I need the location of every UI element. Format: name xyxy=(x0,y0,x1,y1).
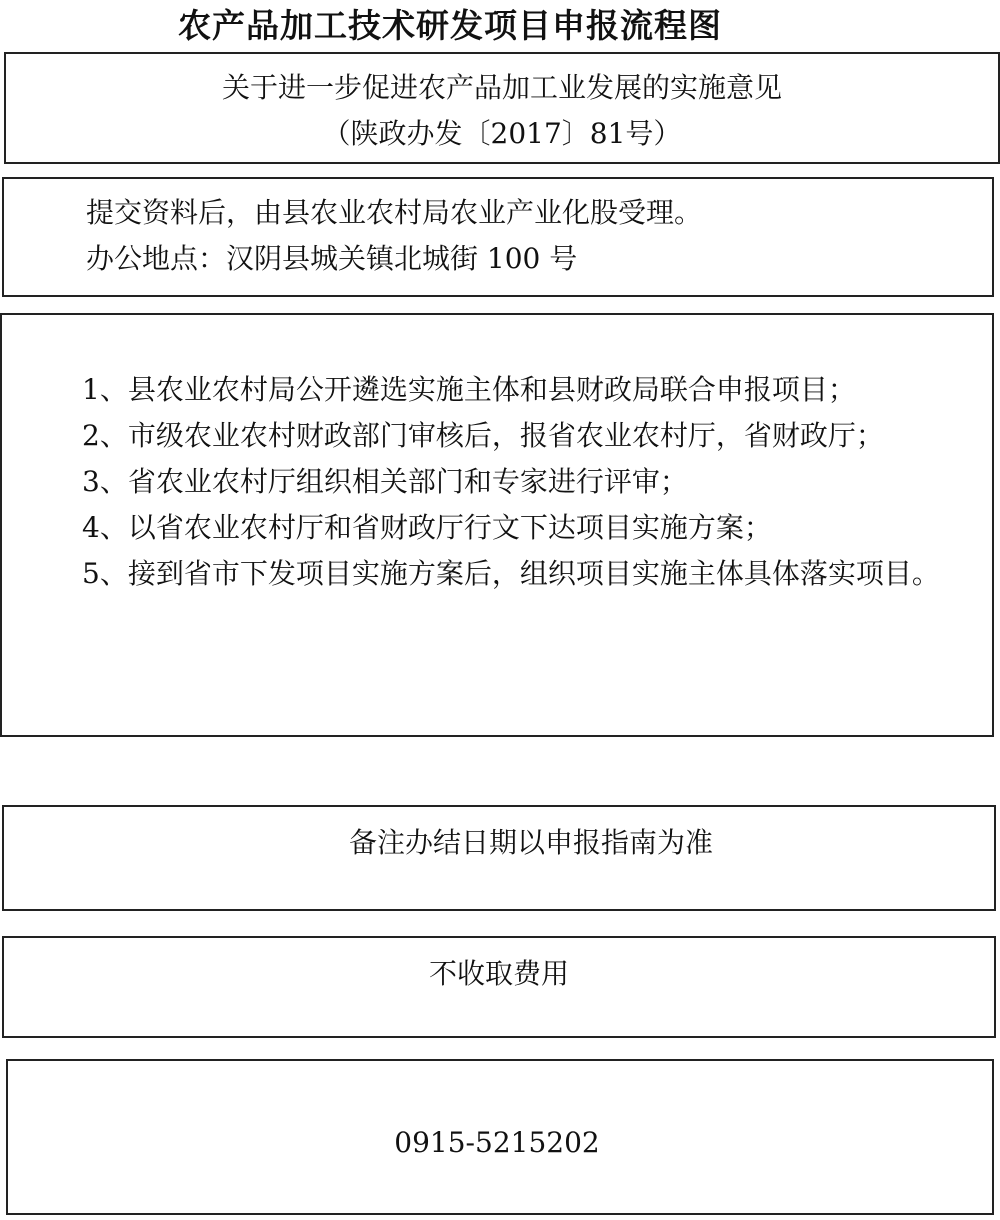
page-title: 农产品加工技术研发项目申报流程图 xyxy=(178,6,722,45)
phone-box xyxy=(6,1059,994,1215)
office-address: 办公地点：汉阴县城关镇北城街 100 号 xyxy=(86,242,578,275)
procedure-step-4: 4、以省农业农村厅和省财政厅行文下达项目实施方案； xyxy=(82,511,772,544)
procedure-step-1: 1、县农业农村局公开遴选实施主体和县财政局联合申报项目； xyxy=(82,373,856,406)
remark-text: 备注办结日期以申报指南为准 xyxy=(348,826,713,859)
acceptance-text: 提交资料后，由县农业农村局农业产业化股受理。 xyxy=(86,196,703,229)
procedure-step-2: 2、市级农业农村财政部门审核后，报省农业农村厅，省财政厅； xyxy=(82,419,884,452)
policy-title: 关于进一步促进农产品加工业发展的实施意见 xyxy=(221,71,782,104)
procedure-box xyxy=(0,313,994,737)
procedure-step-3: 3、省农业农村厅组织相关部门和专家进行评审； xyxy=(82,465,688,498)
remark-box xyxy=(2,805,996,911)
fee-box xyxy=(2,936,996,1038)
policy-box xyxy=(4,52,1000,164)
procedure-steps xyxy=(24,367,974,597)
procedure-step-5: 5、接到省市下发项目实施方案后，组织项目实施主体具体落实项目。 xyxy=(82,557,940,590)
policy-document-number: （陕政办发〔2017〕81号） xyxy=(322,117,682,150)
contact-phone: 0915-5215202 xyxy=(394,1126,600,1159)
acceptance-box xyxy=(2,177,994,297)
fee-text: 不收取费用 xyxy=(428,957,569,990)
